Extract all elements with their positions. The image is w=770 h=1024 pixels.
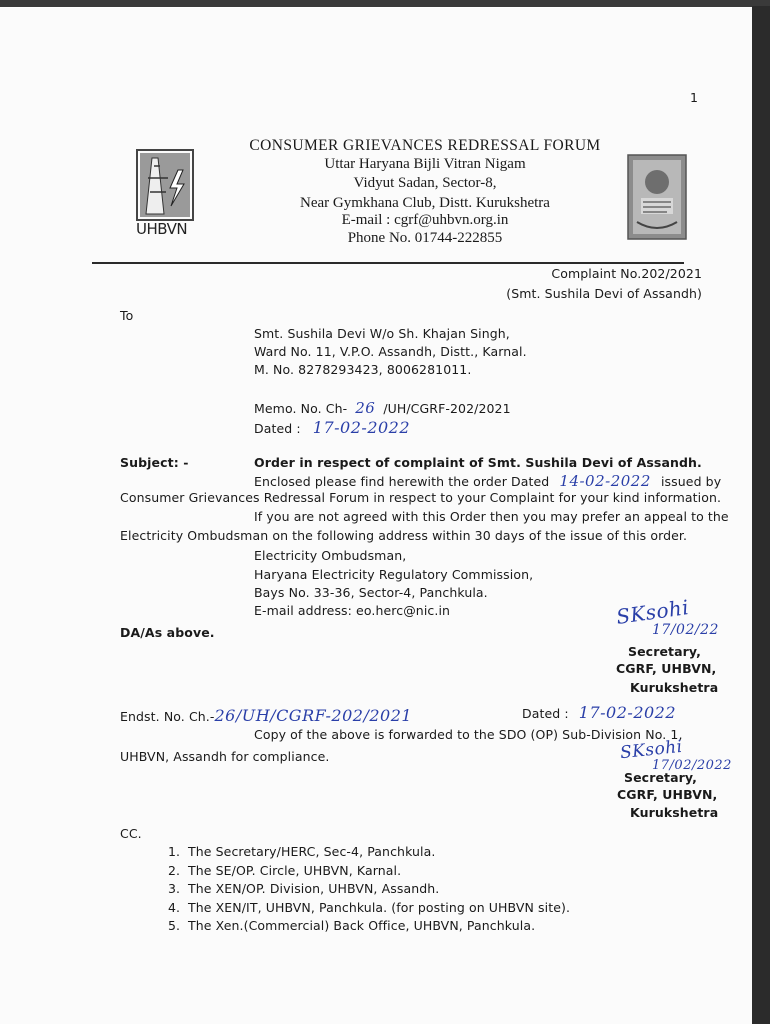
body-p2-line2: Electricity Ombudsman on the following address within 30 days of the issue of this order.	[120, 528, 688, 543]
signatory-1-org: CGRF, UHBVN,	[616, 661, 717, 676]
list-item	[168, 918, 570, 937]
list-item	[168, 844, 570, 863]
company-name: Uttar Haryana Bijli Vitran Nigam	[324, 156, 526, 172]
list-item-text: The XEN/IT, UHBVN, Panchkula. (for posting on UHBVN site).	[188, 899, 571, 915]
signatory-2-org: CGRF, UHBVN,	[617, 787, 718, 802]
memo-prefix: Memo. No. Ch-	[254, 401, 348, 416]
list-item-text: The SE/OP. Circle, UHBVN, Karnal.	[188, 862, 402, 878]
forum-title: CONSUMER GRIEVANCES REDRESSAL FORUM	[249, 137, 601, 154]
memo-date-line	[254, 418, 410, 437]
list-item-number: 5.	[168, 918, 181, 934]
subject-label: Subject: -	[120, 455, 189, 470]
logo-text: UHBVN	[136, 220, 188, 238]
complaint-number: Complaint No.202/2021	[551, 266, 702, 281]
signature-2: SKsohi	[619, 736, 684, 764]
state-emblem	[627, 154, 687, 240]
signatory-1-place: Kurukshetra	[630, 680, 719, 695]
addressee-ward: Ward No. 11, V.P.O. Assandh, Distt., Karnal.	[254, 344, 527, 359]
forum-email: E-mail : cgrf@uhbvn.org.in	[341, 212, 509, 228]
signature-1-date: 17/02/22	[652, 622, 719, 638]
list-item-number: 4.	[168, 899, 181, 915]
ombudsman-email: E-mail address: eo.herc@nic.in	[254, 603, 451, 618]
endorsement-number-handwritten: 26/UH/CGRF-202/2021	[214, 706, 413, 725]
body-p1-text-a: Enclosed please find herewith the order Dated	[254, 474, 550, 489]
enclosure-note: DA/As above.	[120, 625, 215, 640]
memo-number-handwritten: 26	[355, 399, 376, 417]
signatory-1-title: Secretary,	[628, 644, 702, 659]
endorsement-prefix: Endst. No. Ch.-	[120, 709, 215, 724]
memo-date-handwritten: 17-02-2022	[312, 418, 411, 437]
ombudsman-line-1: Electricity Ombudsman,	[254, 548, 407, 563]
endorsement-date-line	[522, 703, 676, 722]
endorsement-dated-label: Dated :	[522, 706, 569, 721]
list-item	[168, 900, 570, 919]
list-item-text: The Xen.(Commercial) Back Office, UHBVN, Panchkula.	[188, 918, 536, 934]
building-name: Vidyut Sadan, Sector-8,	[353, 175, 497, 191]
cc-label: CC.	[120, 826, 142, 841]
subject-text: Order in respect of complaint of Smt. Sushila Devi of Assandh.	[254, 455, 702, 470]
list-item-number: 3.	[168, 881, 181, 897]
cc-list	[168, 844, 570, 937]
list-item	[168, 863, 570, 882]
list-item-text: The Secretary/HERC, Sec-4, Panchkula.	[188, 844, 436, 859]
signature-2-date: 17/02/2022	[652, 758, 732, 773]
body-p2-line1: If you are not agreed with this Order then you may prefer an appeal to the	[254, 509, 729, 524]
addressee-name: Smt. Sushila Devi W/o Sh. Khajan Singh,	[254, 326, 510, 341]
scan-right-edge	[752, 6, 770, 1024]
ombudsman-line-2: Haryana Electricity Regulatory Commission,	[254, 567, 534, 582]
memo-suffix: /UH/CGRF-202/2021	[383, 401, 511, 416]
page-number: 1	[690, 90, 699, 105]
forum-address: Near Gymkhana Club, Distt. Kurukshetra	[300, 195, 550, 211]
endorsement-number-line	[120, 706, 412, 725]
list-item-number: 1.	[168, 844, 181, 859]
to-label: To	[120, 308, 134, 323]
body-p1-line2: Consumer Grievances Redressal Forum in respect to your Complaint for your kind information.	[120, 490, 722, 505]
signature-1: SKsohi	[614, 595, 691, 629]
endorsement-text-2: UHBVN, Assandh for compliance.	[120, 749, 330, 764]
order-date-handwritten: 14-02-2022	[559, 472, 651, 490]
list-item-text: The XEN/OP. Division, UHBVN, Assandh.	[188, 881, 440, 897]
endorsement-date-handwritten: 17-02-2022	[578, 703, 677, 722]
forum-phone: Phone No. 01744-222855	[347, 230, 503, 246]
list-item	[168, 881, 570, 900]
uhbvn-logo	[134, 148, 198, 242]
body-p1-line1	[254, 472, 721, 490]
ombudsman-line-3: Bays No. 33-36, Sector-4, Panchkula.	[254, 585, 488, 600]
addressee-mobile: M. No. 8278293423, 8006281011.	[254, 362, 472, 377]
body-p1-text-b: issued by	[660, 474, 722, 489]
signatory-2-place: Kurukshetra	[630, 805, 719, 820]
scan-top-edge	[0, 0, 770, 7]
header-divider	[92, 262, 684, 264]
memo-dated-label: Dated :	[254, 421, 301, 436]
list-item-number: 2.	[168, 862, 181, 878]
signatory-2-title: Secretary,	[624, 770, 698, 785]
endorsement-text-1: Copy of the above is forwarded to the SDO (OP) Sub-Division No. 1,	[254, 727, 683, 742]
complaint-party: (Smt. Sushila Devi of Assandh)	[506, 286, 702, 301]
emblem-icon	[627, 154, 687, 240]
memo-line	[254, 399, 511, 417]
